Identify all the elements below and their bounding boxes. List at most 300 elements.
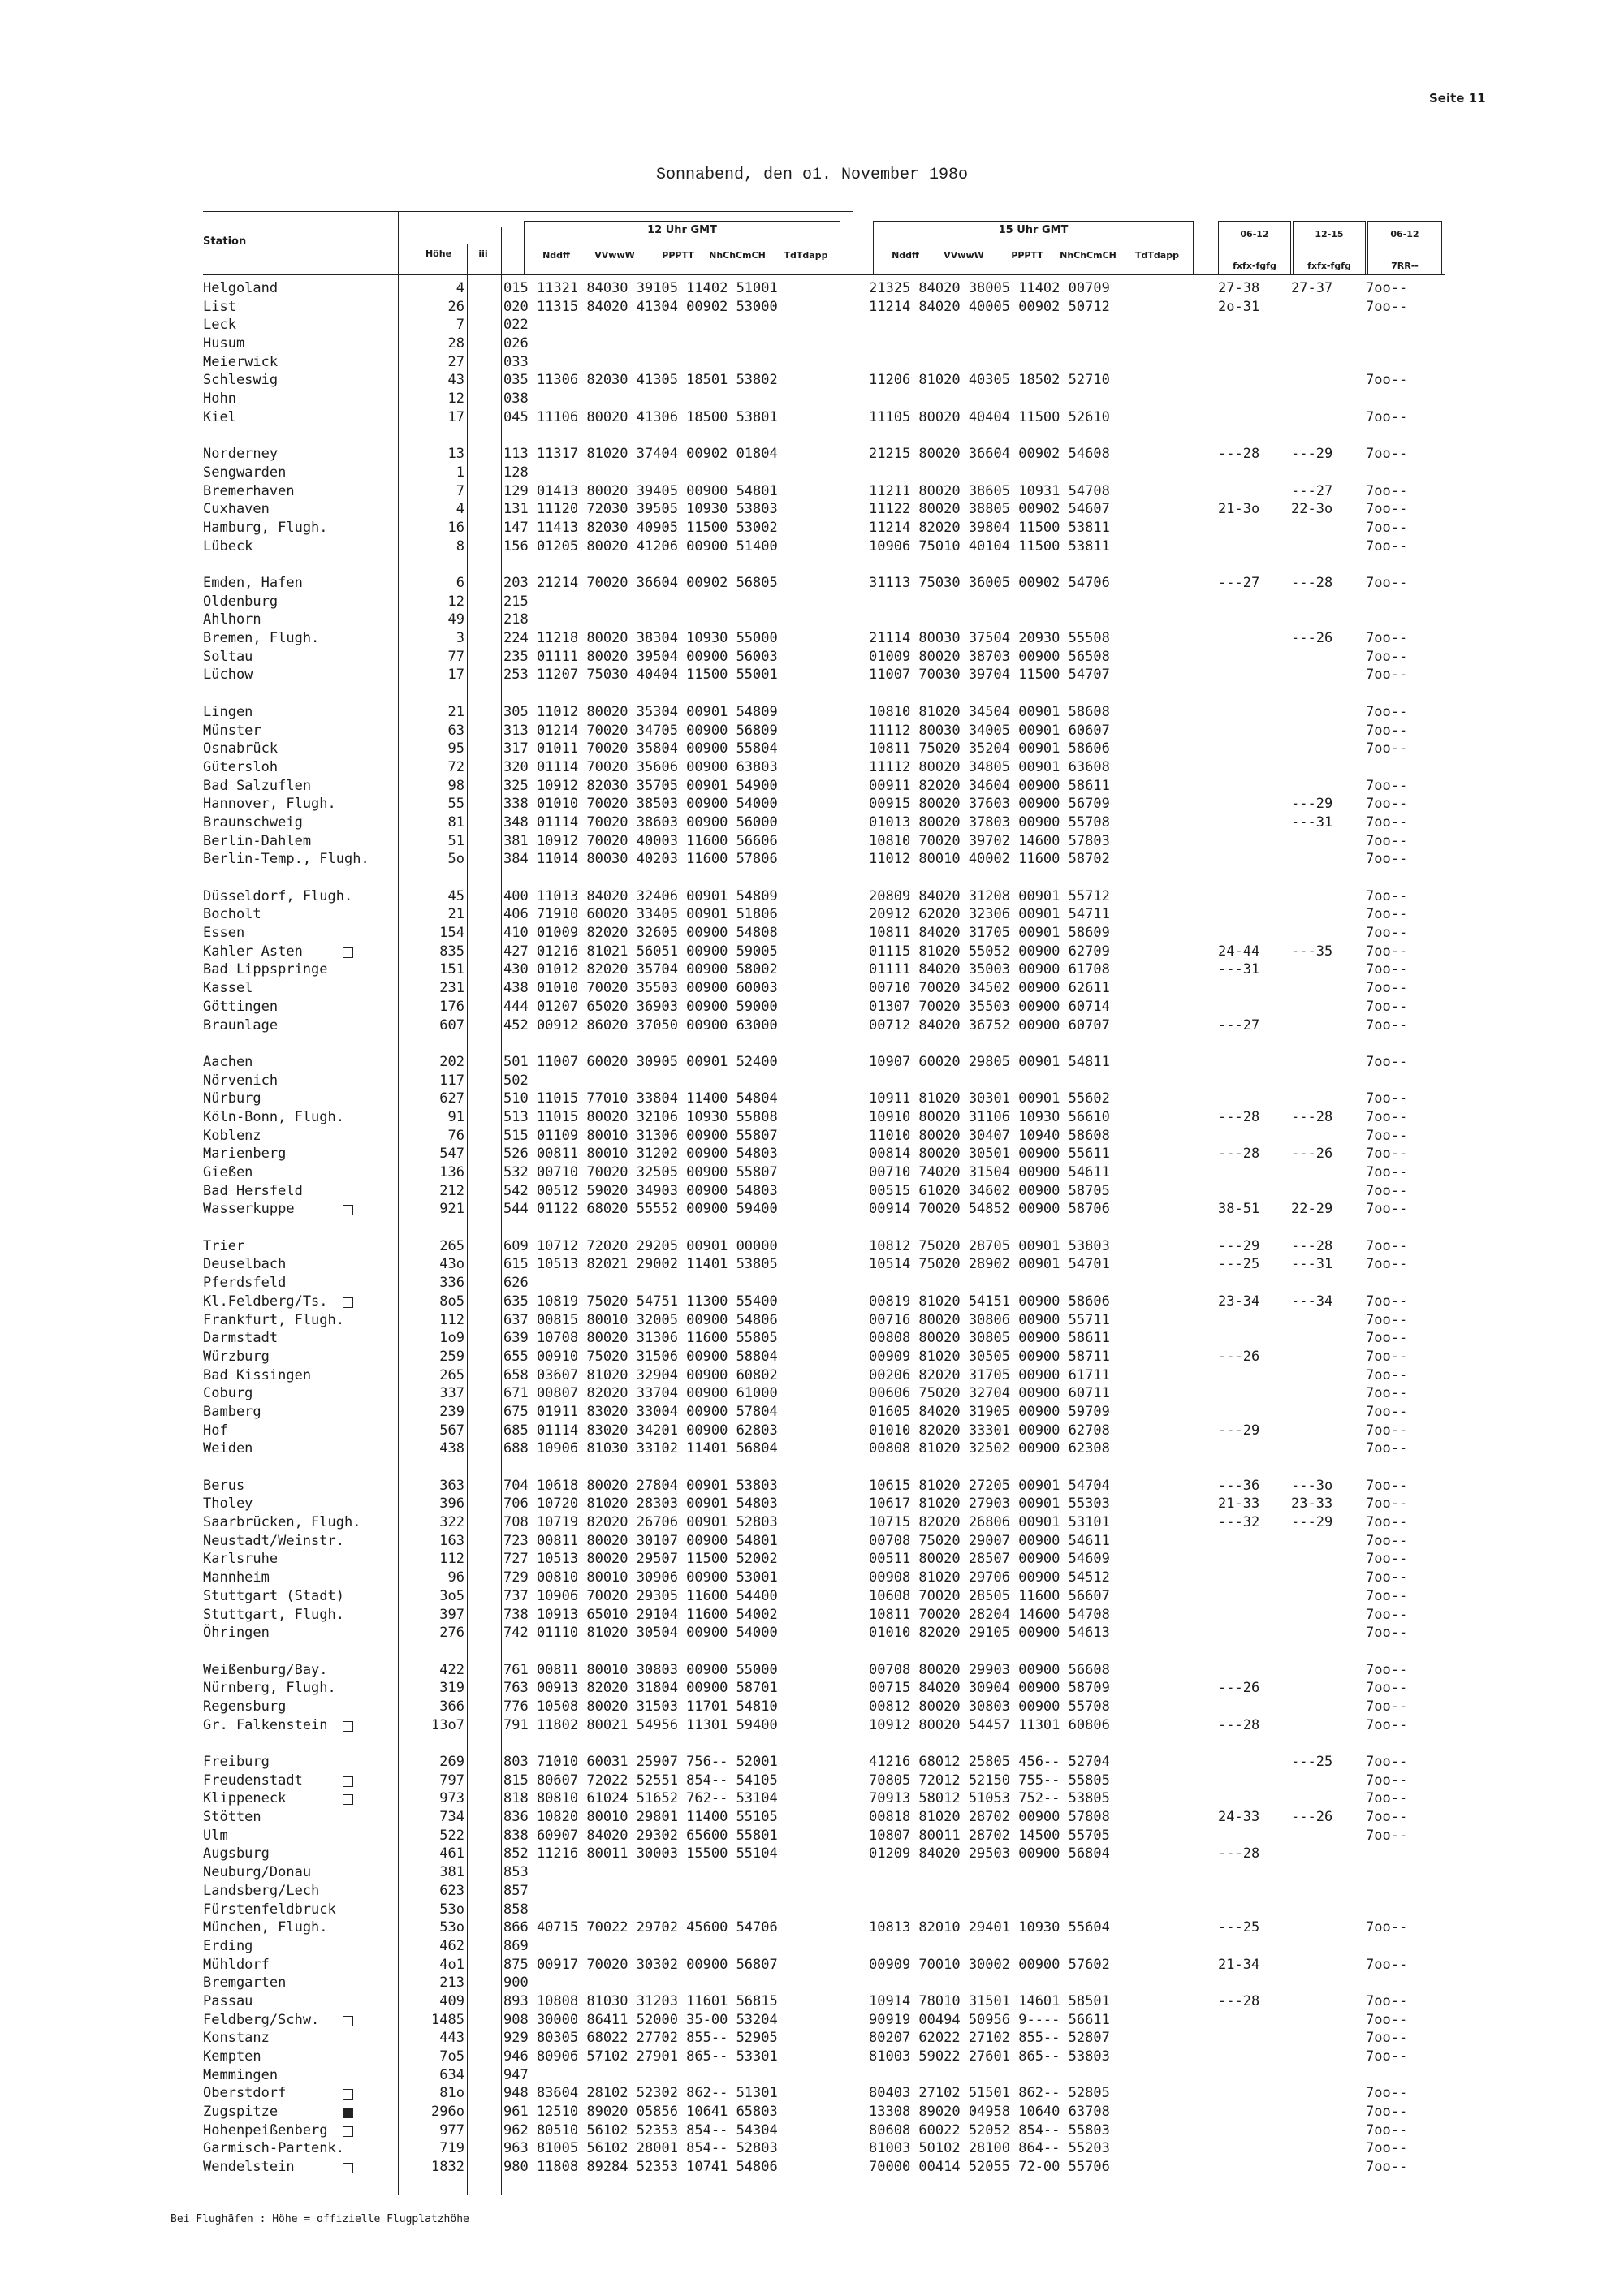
table-row bbox=[398, 630, 1445, 649]
cell-hoehe: 151 bbox=[439, 961, 464, 978]
cell-12-uhr: 338 01010 70020 38503 00900 54000 bbox=[503, 796, 778, 813]
open-square-icon bbox=[343, 1794, 353, 1805]
cell-12-uhr: 791 11802 80021 54956 11301 59400 bbox=[503, 1716, 778, 1733]
station-row bbox=[203, 520, 398, 538]
table-row bbox=[398, 1698, 1445, 1717]
cell-wind-06-12: 21-34 bbox=[1218, 1956, 1260, 1973]
cell-rr-06-12: 7oo-- bbox=[1366, 832, 1408, 849]
cell-rr-06-12: 7oo-- bbox=[1366, 1108, 1408, 1125]
cell-hoehe: 43o bbox=[439, 1256, 464, 1273]
table-row bbox=[398, 1680, 1445, 1698]
cell-15-uhr: 10907 60020 29805 00901 54811 bbox=[869, 1053, 1110, 1070]
cell-12-uhr: 305 11012 80020 35304 00901 54809 bbox=[503, 703, 778, 720]
table-row bbox=[398, 1993, 1445, 2012]
cell-rr-06-12: 7oo-- bbox=[1366, 1532, 1408, 1549]
table-row bbox=[398, 1293, 1445, 1312]
cell-12-uhr: 908 30000 86411 52000 35-00 53204 bbox=[503, 2011, 778, 2028]
cell-15-uhr: 00812 80020 30803 00900 55708 bbox=[869, 1698, 1110, 1715]
station-row bbox=[203, 1275, 398, 1293]
table-row bbox=[398, 2085, 1445, 2104]
cell-wind-12-15: 22-29 bbox=[1291, 1201, 1333, 1218]
station-row bbox=[203, 1919, 398, 1938]
group-gap bbox=[398, 685, 1445, 704]
table-row bbox=[398, 1275, 1445, 1293]
cell-12-uhr: 215 bbox=[503, 593, 529, 610]
station-row bbox=[203, 925, 398, 943]
wind-sub-3: 7RR-- bbox=[1391, 261, 1419, 271]
cell-15-uhr: 01013 80020 37803 00900 55708 bbox=[869, 814, 1110, 831]
cell-15-uhr: 90919 00494 50956 9---- 56611 bbox=[869, 2011, 1110, 2028]
station-name: Zugspitze bbox=[203, 2104, 279, 2121]
station-name: Weißenburg/Bay. bbox=[203, 1661, 328, 1678]
cell-rr-06-12: 7oo-- bbox=[1366, 1790, 1408, 1807]
station-row bbox=[203, 999, 398, 1017]
table-row bbox=[398, 1330, 1445, 1349]
station-name: Aachen bbox=[203, 1053, 253, 1070]
cell-rr-06-12: 7oo-- bbox=[1366, 1053, 1408, 1070]
station-name: Husum bbox=[203, 335, 245, 352]
cell-rr-06-12: 7oo-- bbox=[1366, 1661, 1408, 1678]
station-name: München, Flugh. bbox=[203, 1919, 328, 1936]
cell-hoehe: 63 bbox=[447, 722, 464, 739]
cell-rr-06-12: 7oo-- bbox=[1366, 1716, 1408, 1733]
station-row bbox=[203, 1238, 398, 1257]
cell-15-uhr: 10615 81020 27205 00901 54704 bbox=[869, 1477, 1110, 1494]
station-row bbox=[203, 391, 398, 409]
cell-hoehe: 835 bbox=[439, 943, 464, 960]
filled-square-icon bbox=[343, 2108, 353, 2118]
cell-12-uhr: 502 bbox=[503, 1072, 529, 1089]
station-row bbox=[203, 2104, 398, 2122]
cell-12-uhr: 410 01009 82020 32605 00900 54808 bbox=[503, 925, 778, 942]
station-row bbox=[203, 2085, 398, 2104]
cell-12-uhr: 113 11317 81020 37404 00902 01804 bbox=[503, 446, 778, 463]
table-row bbox=[398, 2012, 1445, 2031]
cell-12-uhr: 961 12510 89020 05856 10641 65803 bbox=[503, 2104, 778, 2121]
cell-rr-06-12: 7oo-- bbox=[1366, 1311, 1408, 1328]
table-row bbox=[398, 1017, 1445, 1036]
cell-15-uhr: 00606 75020 32704 00900 60711 bbox=[869, 1385, 1110, 1402]
station-name: Sengwarden bbox=[203, 464, 287, 481]
cell-12-uhr: 400 11013 84020 32406 00901 54809 bbox=[503, 887, 778, 904]
cell-hoehe: 53o bbox=[439, 1919, 464, 1936]
station-row bbox=[203, 814, 398, 833]
cell-rr-06-12: 7oo-- bbox=[1366, 446, 1408, 463]
cell-wind-12-15: ---26 bbox=[1291, 630, 1333, 647]
cell-12-uhr: 838 60907 84020 29302 65600 55801 bbox=[503, 1827, 778, 1844]
cell-rr-06-12: 7oo-- bbox=[1366, 1237, 1408, 1254]
cell-hoehe: 21 bbox=[447, 703, 464, 720]
cell-wind-06-12: ---28 bbox=[1218, 446, 1260, 463]
cell-hoehe: 337 bbox=[439, 1385, 464, 1402]
cell-12-uhr: 131 11120 72030 39505 10930 53803 bbox=[503, 501, 778, 518]
cell-hoehe: 13o7 bbox=[431, 1716, 464, 1733]
cell-rr-06-12: 7oo-- bbox=[1366, 1385, 1408, 1402]
table-row bbox=[398, 1809, 1445, 1828]
cell-rr-06-12: 7oo-- bbox=[1366, 408, 1408, 425]
cell-15-uhr: 21325 84020 38005 11402 00709 bbox=[869, 280, 1110, 296]
cell-12-uhr: 526 00811 80010 31202 00900 54803 bbox=[503, 1146, 778, 1163]
station-row bbox=[203, 1183, 398, 1202]
station-row bbox=[203, 1017, 398, 1036]
cell-wind-12-15: ---3o bbox=[1291, 1477, 1333, 1494]
station-name: Regensburg bbox=[203, 1698, 287, 1715]
cell-15-uhr: 11007 70030 39704 11500 54707 bbox=[869, 667, 1110, 684]
cell-rr-06-12: 7oo-- bbox=[1366, 1772, 1408, 1789]
cell-15-uhr: 00708 75020 29007 00900 54611 bbox=[869, 1532, 1110, 1549]
table-row bbox=[398, 2159, 1445, 2177]
cell-rr-06-12: 7oo-- bbox=[1366, 1090, 1408, 1107]
sub12-4: TdTdapp bbox=[784, 250, 828, 261]
cell-hoehe: 265 bbox=[439, 1366, 464, 1383]
cell-15-uhr: 11214 82020 39804 11500 53811 bbox=[869, 519, 1110, 536]
rule-header-top bbox=[203, 211, 853, 212]
cell-hoehe: 12 bbox=[447, 391, 464, 408]
station-row bbox=[203, 2122, 398, 2141]
cell-15-uhr: 11206 81020 40305 18502 52710 bbox=[869, 372, 1110, 389]
table-row bbox=[398, 2140, 1445, 2159]
cell-hoehe: 17 bbox=[447, 667, 464, 684]
cell-rr-06-12: 7oo-- bbox=[1366, 2030, 1408, 2047]
cell-12-uhr: 857 bbox=[503, 1882, 529, 1899]
table-row bbox=[398, 759, 1445, 778]
cell-15-uhr: 00819 81020 54151 00900 58606 bbox=[869, 1293, 1110, 1310]
table-row bbox=[398, 446, 1445, 464]
station-name: Konstanz bbox=[203, 2030, 270, 2047]
station-name: Oldenburg bbox=[203, 593, 279, 610]
group-gap bbox=[398, 1459, 1445, 1478]
cell-12-uhr: 438 01010 70020 35503 00900 60003 bbox=[503, 980, 778, 997]
cell-wind-12-15: ---29 bbox=[1291, 446, 1333, 463]
cell-15-uhr: 00909 81020 30505 00900 58711 bbox=[869, 1348, 1110, 1365]
table-row bbox=[398, 851, 1445, 870]
station-row bbox=[203, 961, 398, 980]
cell-12-uhr: 929 80305 68022 27702 855-- 52905 bbox=[503, 2030, 778, 2047]
station-name: Osnabrück bbox=[203, 740, 279, 757]
cell-12-uhr: 742 01110 81020 30504 00900 54000 bbox=[503, 1625, 778, 1642]
table-row bbox=[398, 593, 1445, 612]
table-row bbox=[398, 1754, 1445, 1772]
table-row bbox=[398, 575, 1445, 593]
open-square-icon bbox=[343, 2163, 353, 2173]
table-row bbox=[398, 778, 1445, 796]
table-row bbox=[398, 2048, 1445, 2067]
cell-wind-06-12: ---26 bbox=[1218, 1680, 1260, 1697]
cell-12-uhr: 045 11106 80020 41306 18500 53801 bbox=[503, 408, 778, 425]
open-square-icon bbox=[343, 2089, 353, 2100]
station-row bbox=[203, 1422, 398, 1441]
cell-rr-06-12: 7oo-- bbox=[1366, 2048, 1408, 2065]
cell-hoehe: 176 bbox=[439, 998, 464, 1015]
cell-12-uhr: 384 11014 80030 40203 11600 57806 bbox=[503, 851, 778, 868]
footnote: Bei Flughäfen : Höhe = offizielle Flugplatzhöhe bbox=[171, 2213, 469, 2225]
station-name: List bbox=[203, 298, 236, 315]
station-name: Saarbrücken, Flugh. bbox=[203, 1514, 361, 1531]
table-row bbox=[398, 704, 1445, 723]
cell-15-uhr: 11112 80020 34805 00901 63608 bbox=[869, 758, 1110, 775]
cell-hoehe: 77 bbox=[447, 648, 464, 665]
wind-head-3: 06-12 bbox=[1390, 229, 1419, 240]
station-name: Hamburg, Flugh. bbox=[203, 519, 328, 536]
cell-wind-06-12: 2o-31 bbox=[1218, 298, 1260, 315]
cell-12-uhr: 320 01114 70020 35606 00900 63803 bbox=[503, 758, 778, 775]
cell-wind-12-15: 23-33 bbox=[1291, 1495, 1333, 1513]
sub15-1: VVwwW bbox=[944, 250, 984, 261]
cell-12-uhr: 947 bbox=[503, 2066, 529, 2083]
station-name: Bremen, Flugh. bbox=[203, 630, 320, 647]
cell-wind-12-15: ---28 bbox=[1291, 575, 1333, 591]
cell-15-uhr: 10911 81020 30301 00901 55602 bbox=[869, 1090, 1110, 1107]
cell-12-uhr: 501 11007 60020 30905 00901 52400 bbox=[503, 1053, 778, 1070]
cell-hoehe: 8o5 bbox=[439, 1293, 464, 1310]
cell-hoehe: 26 bbox=[447, 298, 464, 315]
station-row bbox=[203, 2067, 398, 2086]
table-row bbox=[398, 943, 1445, 962]
station-name: Weiden bbox=[203, 1440, 253, 1457]
station-name: Bremerhaven bbox=[203, 482, 295, 499]
open-square-icon bbox=[343, 947, 353, 958]
cell-15-uhr: 31113 75030 36005 00902 54706 bbox=[869, 575, 1110, 591]
table-row bbox=[398, 1957, 1445, 1975]
station-name: Pferdsfeld bbox=[203, 1275, 287, 1292]
table-row bbox=[398, 1478, 1445, 1496]
group-gap bbox=[203, 1219, 398, 1238]
cell-12-uhr: 963 81005 56102 28001 854-- 52803 bbox=[503, 2140, 778, 2157]
table-row bbox=[398, 925, 1445, 943]
station-row bbox=[203, 1864, 398, 1883]
cell-15-uhr: 10810 70020 39702 14600 57803 bbox=[869, 832, 1110, 849]
station-row bbox=[203, 1901, 398, 1920]
cell-12-uhr: 671 00807 82020 33704 00900 61000 bbox=[503, 1385, 778, 1402]
table-row bbox=[398, 1495, 1445, 1514]
station-row bbox=[203, 464, 398, 483]
cell-hoehe: 28 bbox=[447, 335, 464, 352]
station-name: Memmingen bbox=[203, 2066, 279, 2083]
table-row bbox=[398, 1312, 1445, 1331]
station-name: Trier bbox=[203, 1237, 245, 1254]
cell-hoehe: 7 bbox=[456, 482, 464, 499]
station-name: Bad Hersfeld bbox=[203, 1182, 303, 1199]
cell-hoehe: 319 bbox=[439, 1680, 464, 1697]
station-row bbox=[203, 317, 398, 335]
cell-rr-06-12: 7oo-- bbox=[1366, 998, 1408, 1015]
table-row bbox=[398, 906, 1445, 925]
cell-hoehe: 973 bbox=[439, 1790, 464, 1807]
group-gap bbox=[398, 556, 1445, 575]
cell-wind-06-12: ---28 bbox=[1218, 1992, 1260, 2009]
cell-15-uhr: 81003 50102 28100 864-- 55203 bbox=[869, 2140, 1110, 2157]
cell-hoehe: 5o bbox=[447, 851, 464, 868]
cell-rr-06-12: 7oo-- bbox=[1366, 1127, 1408, 1144]
station-row bbox=[203, 1128, 398, 1146]
cell-rr-06-12: 7oo-- bbox=[1366, 1201, 1408, 1218]
cell-12-uhr: 532 00710 70020 32505 00900 55807 bbox=[503, 1164, 778, 1180]
cell-hoehe: 213 bbox=[439, 1974, 464, 1992]
table-row bbox=[398, 1625, 1445, 1643]
station-name: Berus bbox=[203, 1477, 245, 1494]
cell-hoehe: 381 bbox=[439, 1864, 464, 1881]
cell-rr-06-12: 7oo-- bbox=[1366, 280, 1408, 296]
station-row bbox=[203, 1054, 398, 1072]
cell-12-uhr: 836 10820 80010 29801 11400 55105 bbox=[503, 1809, 778, 1826]
cell-12-uhr: 035 11306 82030 41305 18501 53802 bbox=[503, 372, 778, 389]
cell-wind-06-12: 21-33 bbox=[1218, 1495, 1260, 1513]
cell-hoehe: 117 bbox=[439, 1072, 464, 1089]
station-name: Garmisch-Partenk. bbox=[203, 2140, 344, 2157]
cell-12-uhr: 544 01122 68020 55552 00900 59400 bbox=[503, 1201, 778, 1218]
cell-12-uhr: 658 03607 81020 32904 00900 60802 bbox=[503, 1366, 778, 1383]
station-row bbox=[203, 446, 398, 464]
cell-12-uhr: 022 bbox=[503, 317, 529, 334]
station-name: Nürburg bbox=[203, 1090, 261, 1107]
cell-wind-06-12: ---28 bbox=[1218, 1108, 1260, 1125]
cell-hoehe: 567 bbox=[439, 1422, 464, 1439]
cell-hoehe: 719 bbox=[439, 2140, 464, 2157]
cell-12-uhr: 427 01216 81021 56051 00900 59005 bbox=[503, 943, 778, 960]
cell-12-uhr: 038 bbox=[503, 391, 529, 408]
station-name: Freudenstadt bbox=[203, 1772, 303, 1789]
cell-hoehe: 461 bbox=[439, 1845, 464, 1862]
cell-15-uhr: 01010 82020 29105 00900 54613 bbox=[869, 1625, 1110, 1642]
station-row bbox=[203, 1625, 398, 1643]
cell-hoehe: 45 bbox=[447, 887, 464, 904]
table-row bbox=[398, 483, 1445, 502]
station-row bbox=[203, 1478, 398, 1496]
table-row bbox=[398, 1569, 1445, 1588]
table-row bbox=[398, 1533, 1445, 1552]
cell-wind-12-15: ---31 bbox=[1291, 814, 1333, 831]
cell-rr-06-12: 7oo-- bbox=[1366, 519, 1408, 536]
station-row bbox=[203, 2159, 398, 2177]
station-row bbox=[203, 759, 398, 778]
cell-rr-06-12: 7oo-- bbox=[1366, 1366, 1408, 1383]
station-row bbox=[203, 851, 398, 870]
cell-hoehe: 409 bbox=[439, 1992, 464, 2009]
station-row bbox=[203, 1790, 398, 1809]
table-row bbox=[398, 1828, 1445, 1846]
table-row bbox=[398, 1201, 1445, 1219]
cell-wind-12-15: ---25 bbox=[1291, 1754, 1333, 1770]
station-row bbox=[203, 1754, 398, 1772]
station-name: Cuxhaven bbox=[203, 501, 270, 518]
sub12-1: VVwwW bbox=[594, 250, 635, 261]
table-row bbox=[398, 1938, 1445, 1957]
table-row bbox=[398, 1864, 1445, 1883]
cell-15-uhr: 10811 75020 35204 00901 58606 bbox=[869, 740, 1110, 757]
cell-rr-06-12: 7oo-- bbox=[1366, 1495, 1408, 1513]
cell-15-uhr: 10906 75010 40104 11500 53811 bbox=[869, 537, 1110, 555]
station-name: Ulm bbox=[203, 1827, 228, 1844]
station-name: Lübeck bbox=[203, 537, 253, 555]
cell-rr-06-12: 7oo-- bbox=[1366, 2011, 1408, 2028]
station-name: Stötten bbox=[203, 1809, 261, 1826]
table-row bbox=[398, 1901, 1445, 1920]
station-name: Feldberg/Schw. bbox=[203, 2011, 320, 2028]
cell-15-uhr: 70805 72012 52150 755-- 55805 bbox=[869, 1772, 1110, 1789]
station-name: Bad Kissingen bbox=[203, 1366, 312, 1383]
station-name: Öhringen bbox=[203, 1625, 270, 1642]
station-name: Deuselbach bbox=[203, 1256, 287, 1273]
cell-wind-06-12: ---27 bbox=[1218, 575, 1260, 591]
station-name: Erding bbox=[203, 1937, 253, 1954]
cell-rr-06-12: 7oo-- bbox=[1366, 537, 1408, 555]
group-gap bbox=[398, 1643, 1445, 1662]
table-row bbox=[398, 2067, 1445, 2086]
header-iii: iii bbox=[478, 248, 488, 259]
cell-rr-06-12: 7oo-- bbox=[1366, 1992, 1408, 2009]
cell-rr-06-12: 7oo-- bbox=[1366, 980, 1408, 997]
station-name: Freiburg bbox=[203, 1754, 270, 1770]
cell-15-uhr: 10807 80011 28702 14500 55705 bbox=[869, 1827, 1110, 1844]
station-row bbox=[203, 1164, 398, 1183]
cell-wind-06-12: ---27 bbox=[1218, 1016, 1260, 1034]
cell-15-uhr: 01307 70020 35503 00900 60714 bbox=[869, 998, 1110, 1015]
station-name: Marienberg bbox=[203, 1146, 287, 1163]
cell-rr-06-12: 7oo-- bbox=[1366, 1403, 1408, 1420]
cell-12-uhr: 655 00910 75020 31506 00900 58804 bbox=[503, 1348, 778, 1365]
cell-wind-06-12: ---28 bbox=[1218, 1716, 1260, 1733]
station-row bbox=[203, 667, 398, 685]
cell-15-uhr: 00814 80020 30501 00900 55611 bbox=[869, 1146, 1110, 1163]
cell-hoehe: 634 bbox=[439, 2066, 464, 2083]
cell-wind-06-12: 38-51 bbox=[1218, 1201, 1260, 1218]
sub12-3: NhChCmCH bbox=[709, 250, 766, 261]
cell-12-uhr: 128 bbox=[503, 464, 529, 481]
cell-15-uhr: 70000 00414 52055 72-00 55706 bbox=[869, 2159, 1110, 2176]
cell-hoehe: 239 bbox=[439, 1403, 464, 1420]
table-row bbox=[398, 833, 1445, 852]
group-gap bbox=[398, 1735, 1445, 1754]
table-row bbox=[398, 1256, 1445, 1275]
cell-hoehe: 112 bbox=[439, 1311, 464, 1328]
station-row bbox=[203, 354, 398, 373]
table-row bbox=[398, 740, 1445, 759]
cell-12-uhr: 156 01205 80020 41206 00900 51400 bbox=[503, 537, 778, 555]
station-row bbox=[203, 299, 398, 317]
cell-wind-12-15: ---31 bbox=[1291, 1256, 1333, 1273]
cell-12-uhr: 513 11015 80020 32106 10930 55808 bbox=[503, 1108, 778, 1125]
cell-rr-06-12: 7oo-- bbox=[1366, 1606, 1408, 1623]
station-row bbox=[203, 1974, 398, 1993]
cell-hoehe: 4o1 bbox=[439, 1956, 464, 1973]
table-row bbox=[398, 299, 1445, 317]
station-name: Wendelstein bbox=[203, 2159, 295, 2176]
cell-12-uhr: 980 11808 89284 52353 10741 54806 bbox=[503, 2159, 778, 2176]
table-row bbox=[398, 649, 1445, 667]
station-row bbox=[203, 1717, 398, 1736]
station-name: Kl.Feldberg/Ts. bbox=[203, 1293, 328, 1310]
cell-hoehe: 977 bbox=[439, 2121, 464, 2138]
station-row bbox=[203, 888, 398, 907]
cell-12-uhr: 026 bbox=[503, 335, 529, 352]
cell-hoehe: 96 bbox=[447, 1569, 464, 1586]
table-row bbox=[398, 1607, 1445, 1625]
cell-hoehe: 51 bbox=[447, 832, 464, 849]
cell-rr-06-12: 7oo-- bbox=[1366, 1293, 1408, 1310]
cell-hoehe: 269 bbox=[439, 1754, 464, 1770]
station-name: Bad Lippspringe bbox=[203, 961, 328, 978]
cell-12-uhr: 020 11315 84020 41304 00902 53000 bbox=[503, 298, 778, 315]
cell-12-uhr: 129 01413 80020 39405 00900 54801 bbox=[503, 482, 778, 499]
cell-hoehe: 1832 bbox=[431, 2159, 464, 2176]
station-name: Tholey bbox=[203, 1495, 253, 1513]
station-row bbox=[203, 2030, 398, 2048]
station-row bbox=[203, 1883, 398, 1901]
cell-15-uhr: 41216 68012 25805 456-- 52704 bbox=[869, 1754, 1110, 1770]
cell-rr-06-12: 7oo-- bbox=[1366, 1919, 1408, 1936]
cell-hoehe: 623 bbox=[439, 1882, 464, 1899]
cell-12-uhr: 406 71910 60020 33405 00901 51806 bbox=[503, 906, 778, 923]
